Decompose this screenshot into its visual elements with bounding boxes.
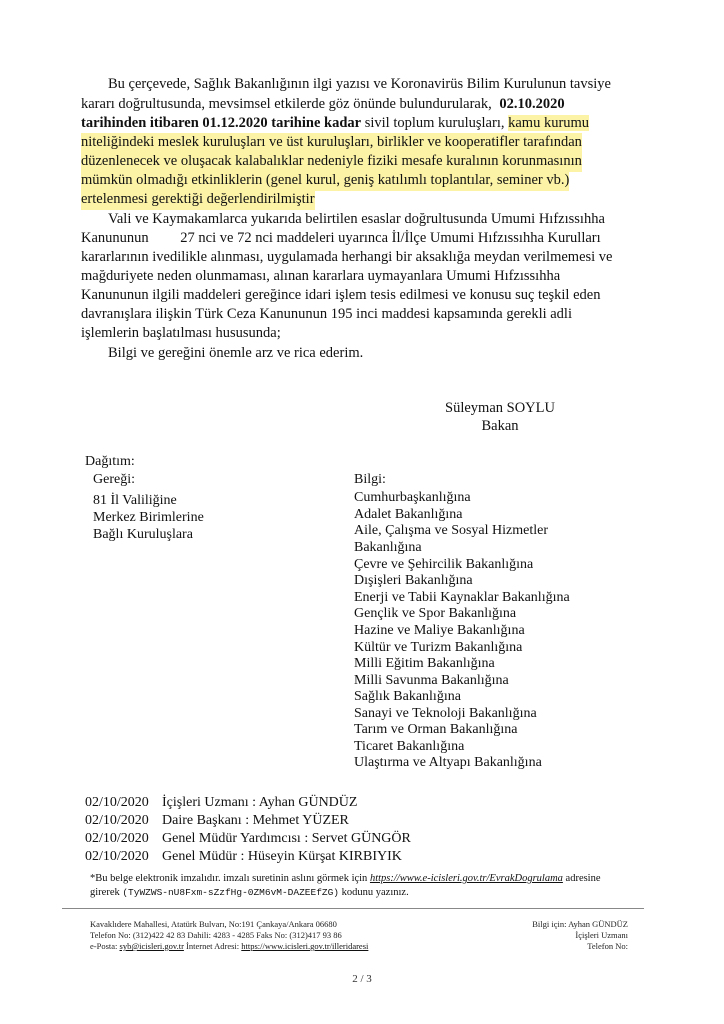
bilgi-item: Sağlık Bakanlığına: [354, 689, 461, 704]
p2-line4: mağduriyete neden olunmaması, alınan kararlara uymayanlara Umumi Hıfzıssıhha: [81, 268, 561, 284]
bilgi-item: Bakanlığına: [354, 540, 422, 555]
p1-highlight-start: kamu kurumu: [508, 115, 590, 131]
p2-line2a: Kanununun: [81, 230, 149, 246]
footer-web-link[interactable]: https://www.icisleri.gov.tr/illeridaresi: [241, 941, 369, 951]
approval-date: 02/10/2020: [85, 795, 149, 810]
gereği-item: Bağlı Kuruluşlara: [93, 527, 193, 542]
approval-text: İçişleri Uzmanı : Ayhan GÜNDÜZ: [162, 795, 358, 810]
bilgi-item: Enerji ve Tabii Kaynaklar Bakanlığına: [354, 590, 570, 605]
p1-line7: ertelenmesi gerektiği değerlendirilmiştir: [81, 190, 315, 210]
bilgi-label: Bilgi:: [354, 472, 386, 487]
bilgi-item: Milli Savunma Bakanlığına: [354, 673, 509, 688]
footer-email-label: e-Posta:: [90, 941, 120, 951]
p1-line5: düzenlenecek ve oluşacak kalabalıklar nedeniyle fiziki mesafe kuralının korunmasının: [81, 152, 582, 172]
p1-line2a: kararı doğrultusunda, mevsimsel etkilerde göz önünde bulundurularak,: [81, 96, 492, 112]
footer-address: Kavaklıdere Mahallesi, Atatürk Bulvarı, No:191 Çankaya/Ankara 06680: [90, 919, 337, 929]
bilgi-item: Gençlik ve Spor Bakanlığına: [354, 606, 517, 621]
note-prefix: *Bu belge elektronik imzalıdır. imzalı suretinin aslını görmek için: [90, 873, 370, 884]
bilgi-item: Dışişleri Bakanlığına: [354, 573, 473, 588]
footer-email-link[interactable]: syb@icisleri.gov.tr: [119, 941, 184, 951]
verification-code: (TyWZWS-nU8Fxm-sZzfHg-0ZM6vM-DAZEEfZG): [122, 887, 339, 898]
verification-link[interactable]: https://www.e-icisleri.gov.tr/EvrakDogrulama: [369, 873, 563, 884]
page-number: 2 / 3: [352, 973, 372, 985]
p1-line3b: sivil toplum kuruluşları,: [361, 115, 509, 131]
bilgi-item: Cumhurbaşkanlığına: [354, 490, 471, 505]
p1-line1: Bu çerçevede, Sağlık Bakanlığının ilgi yazısı ve Koronavirüs Bilim Kurulunun tavsiye: [108, 76, 611, 92]
signer-name: Süleyman SOYLU: [445, 400, 555, 416]
footer-phone: Telefon No: (312)422 42 83 Dahili: 4283 - 4285 Faks No: (312)417 93 86: [90, 930, 342, 940]
p1-line4: niteliğindeki meslek kuruluşları ve üst kuruluşları, birlikler ve kooperatifler tarafından: [81, 133, 582, 153]
gereği-label: Gereği:: [93, 472, 135, 487]
p2-line7: işlemlerin başlatılması hususunda;: [81, 325, 281, 341]
signer-title: Bakan: [481, 418, 519, 434]
footer-web-label: İnternet Adresi:: [183, 941, 242, 951]
footer-info-phone: Telefon No:: [587, 941, 628, 951]
note-line2a: girerek: [90, 887, 123, 898]
p2-line2b: 27 nci ve 72 nci maddeleri uyarınca İl/İlçe Umumi Hıfzıssıhha Kurulları: [180, 230, 601, 246]
gereği-item: Merkez Birimlerine: [93, 510, 204, 525]
bilgi-item: Sanayi ve Teknoloji Bakanlığına: [354, 706, 537, 721]
gereği-item: 81 İl Valiliğine: [93, 493, 177, 508]
bilgi-item: Ulaştırma ve Altyapı Bakanlığına: [354, 755, 542, 770]
p2-line3: kararlarının ivedilikle alınması, uygulamada herhangi bir aksaklığa meydan verilmemesi ve: [81, 249, 613, 265]
bilgi-item: Hazine ve Maliye Bakanlığına: [354, 623, 525, 638]
bilgi-item: Ticaret Bakanlığına: [354, 739, 465, 754]
bilgi-item: Aile, Çalışma ve Sosyal Hizmetler: [354, 523, 549, 538]
footer-info-contact: Bilgi için: Ayhan GÜNDÜZ: [532, 919, 628, 929]
approval-text: Genel Müdür Yardımcısı : Servet GÜNGÖR: [162, 831, 411, 846]
approval-date: 02/10/2020: [85, 831, 149, 846]
approval-date: 02/10/2020: [85, 813, 149, 828]
p1-line6: mümkün olmadığı etkinliklerin (genel kurul, geniş katılımlı toplantılar, seminer vb.): [81, 171, 569, 191]
approval-text: Daire Başkanı : Mehmet YÜZER: [162, 813, 349, 828]
p2-line6: davranışlara ilişkin Türk Ceza Kanununun 195 inci maddesi kapsamında gerekli adli: [81, 306, 572, 322]
bilgi-item: Milli Eğitim Bakanlığına: [354, 656, 495, 671]
footer-divider: [62, 908, 644, 909]
p2-line5: Kanununun ilgili maddeleri gereğince idari işlem tesis edilmesi ve konusu suç teşkil eden: [81, 287, 601, 303]
bilgi-item: Çevre ve Şehircilik Bakanlığına: [354, 557, 534, 572]
approval-text: Genel Müdür : Hüseyin Kürşat KIRBIYIK: [162, 849, 402, 864]
approval-row: [85, 813, 349, 830]
closing-sentence: Bilgi ve gereğini önemle arz ve rica ederim.: [108, 345, 364, 361]
approval-date: 02/10/2020: [85, 849, 149, 864]
approval-row: [85, 849, 402, 866]
p1-date-range: tarihinden itibaren 01.12.2020 tarihine kadar: [81, 115, 362, 131]
approval-row: [85, 795, 357, 812]
bilgi-item: Kültür ve Turizm Bakanlığına: [354, 640, 523, 655]
distribution-heading: Dağıtım:: [85, 454, 135, 469]
p2-line1: Vali ve Kaymakamlarca yukarıda belirtilen esaslar doğrultusunda Umumi Hıfzıssıhha: [108, 211, 605, 227]
note-suffix: adresine: [562, 873, 601, 884]
note-line2b: kodunu yazınız.: [339, 887, 409, 898]
footer-info-title: İçişleri Uzmanı: [575, 930, 628, 940]
bilgi-item: Adalet Bakanlığına: [354, 507, 463, 522]
p1-date-start: 02.10.2020: [499, 96, 565, 112]
approval-row: [85, 831, 411, 848]
bilgi-item: Tarım ve Orman Bakanlığına: [354, 722, 518, 737]
